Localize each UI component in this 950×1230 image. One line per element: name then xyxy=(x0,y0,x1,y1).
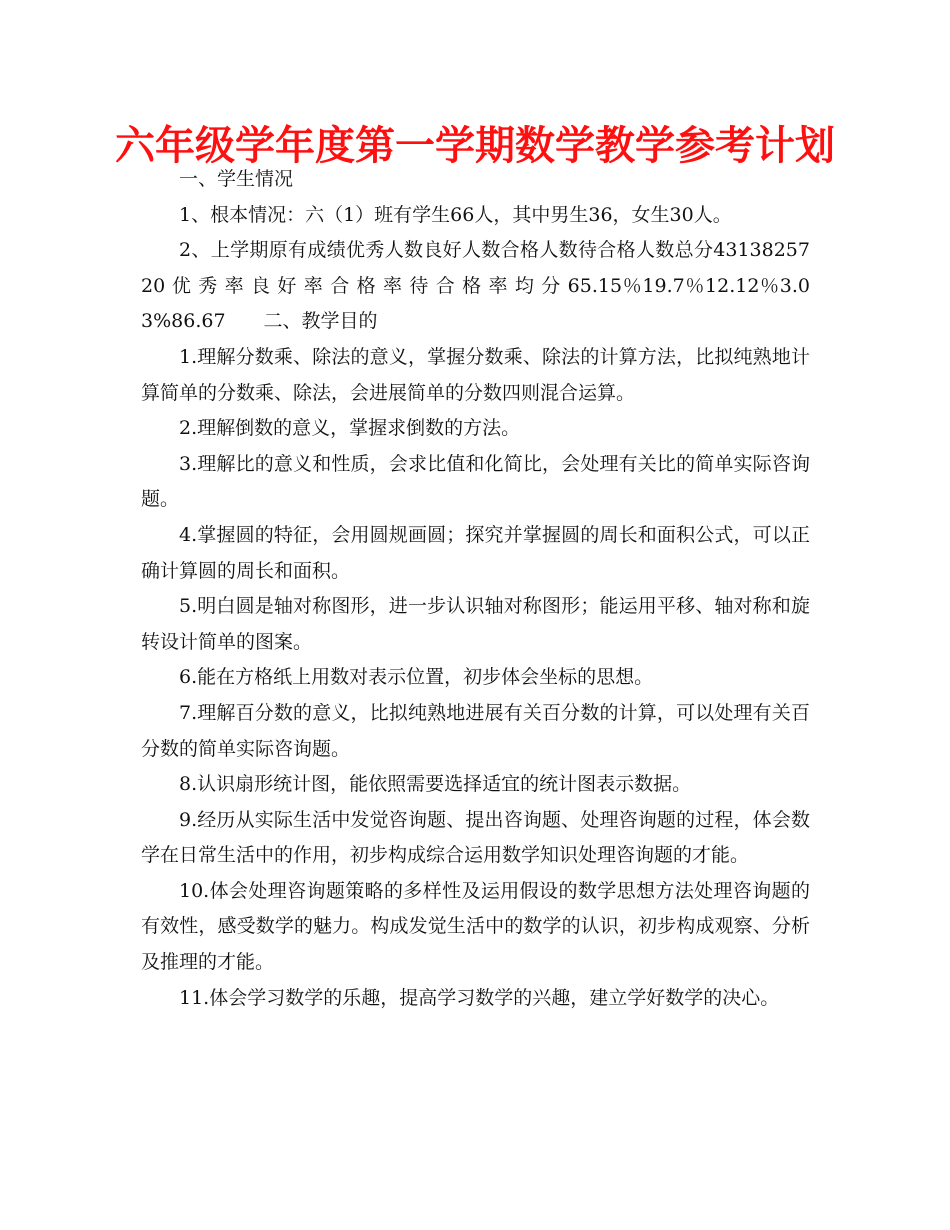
paragraph-basic-situation: 1、根本情况：六（1）班有学生66人，其中男生36，女生30人。 xyxy=(179,203,732,226)
goal-item-9: 9.经历从实际生活中发觉咨询题、提出咨询题、处理咨询题的过程，体会数学在日常生活中的作用，初步构成综合运用数学知识处理咨询题的才能。 xyxy=(141,808,810,867)
document-body xyxy=(141,162,810,1016)
goal-item-10: 10.体会处理咨询题策略的多样性及运用假设的数学思想方法处理咨询题的有效性，感受数学的魅力。构成发觉生活中的数学的认识，初步构成观察、分析及推理的才能。 xyxy=(141,879,810,974)
goal-item-5: 5.明白圆是轴对称图形，进一步认识轴对称图形；能运用平移、轴对称和旋转设计简单的图案。 xyxy=(141,595,810,653)
goal-item-2: 2.理解倒数的意义，掌握求倒数的方法。 xyxy=(179,417,521,440)
section-heading-student-situation: 一、学生情况 xyxy=(179,168,294,190)
goal-item-1: 1.理解分数乘、除法的意义，掌握分数乘、除法的计算方法，比拟纯熟地计算简单的分数乘、除法，会进展简单的分数四则混合运算。 xyxy=(141,345,810,404)
goal-item-8: 8.认识扇形统计图，能依照需要选择适宜的统计图表示数据。 xyxy=(179,773,692,796)
goal-item-7: 7.理解百分数的意义，比拟纯熟地进展有关百分数的计算，可以处理有关百分数的简单实际咨询题。 xyxy=(141,701,810,760)
paragraph-last-term-scores: 2、上学期原有成绩优秀人数良好人数合格人数待合格人数总分4313825720 优 秀 率 良 好 率 合 格 率 待 合 格 率 均 分 65.15％19.7％12.12％3.03%86.67 二、教学目的 xyxy=(141,239,810,333)
goal-item-3: 3.理解比的意义和性质，会求比值和化简比，会处理有关比的简单实际咨询题。 xyxy=(141,452,810,511)
goal-item-11: 11.体会学习数学的乐趣，提高学习数学的兴趣，建立学好数学的决心。 xyxy=(179,986,780,1009)
goal-item-6: 6.能在方格纸上用数对表示位置，初步体会坐标的思想。 xyxy=(179,666,654,689)
document-title: 六年级学年度第一学期数学教学参考计划 xyxy=(115,123,835,169)
goal-item-4: 4.掌握圆的特征，会用圆规画圆；探究并掌握圆的周长和面积公式，可以正确计算圆的周长和面积。 xyxy=(141,523,810,582)
